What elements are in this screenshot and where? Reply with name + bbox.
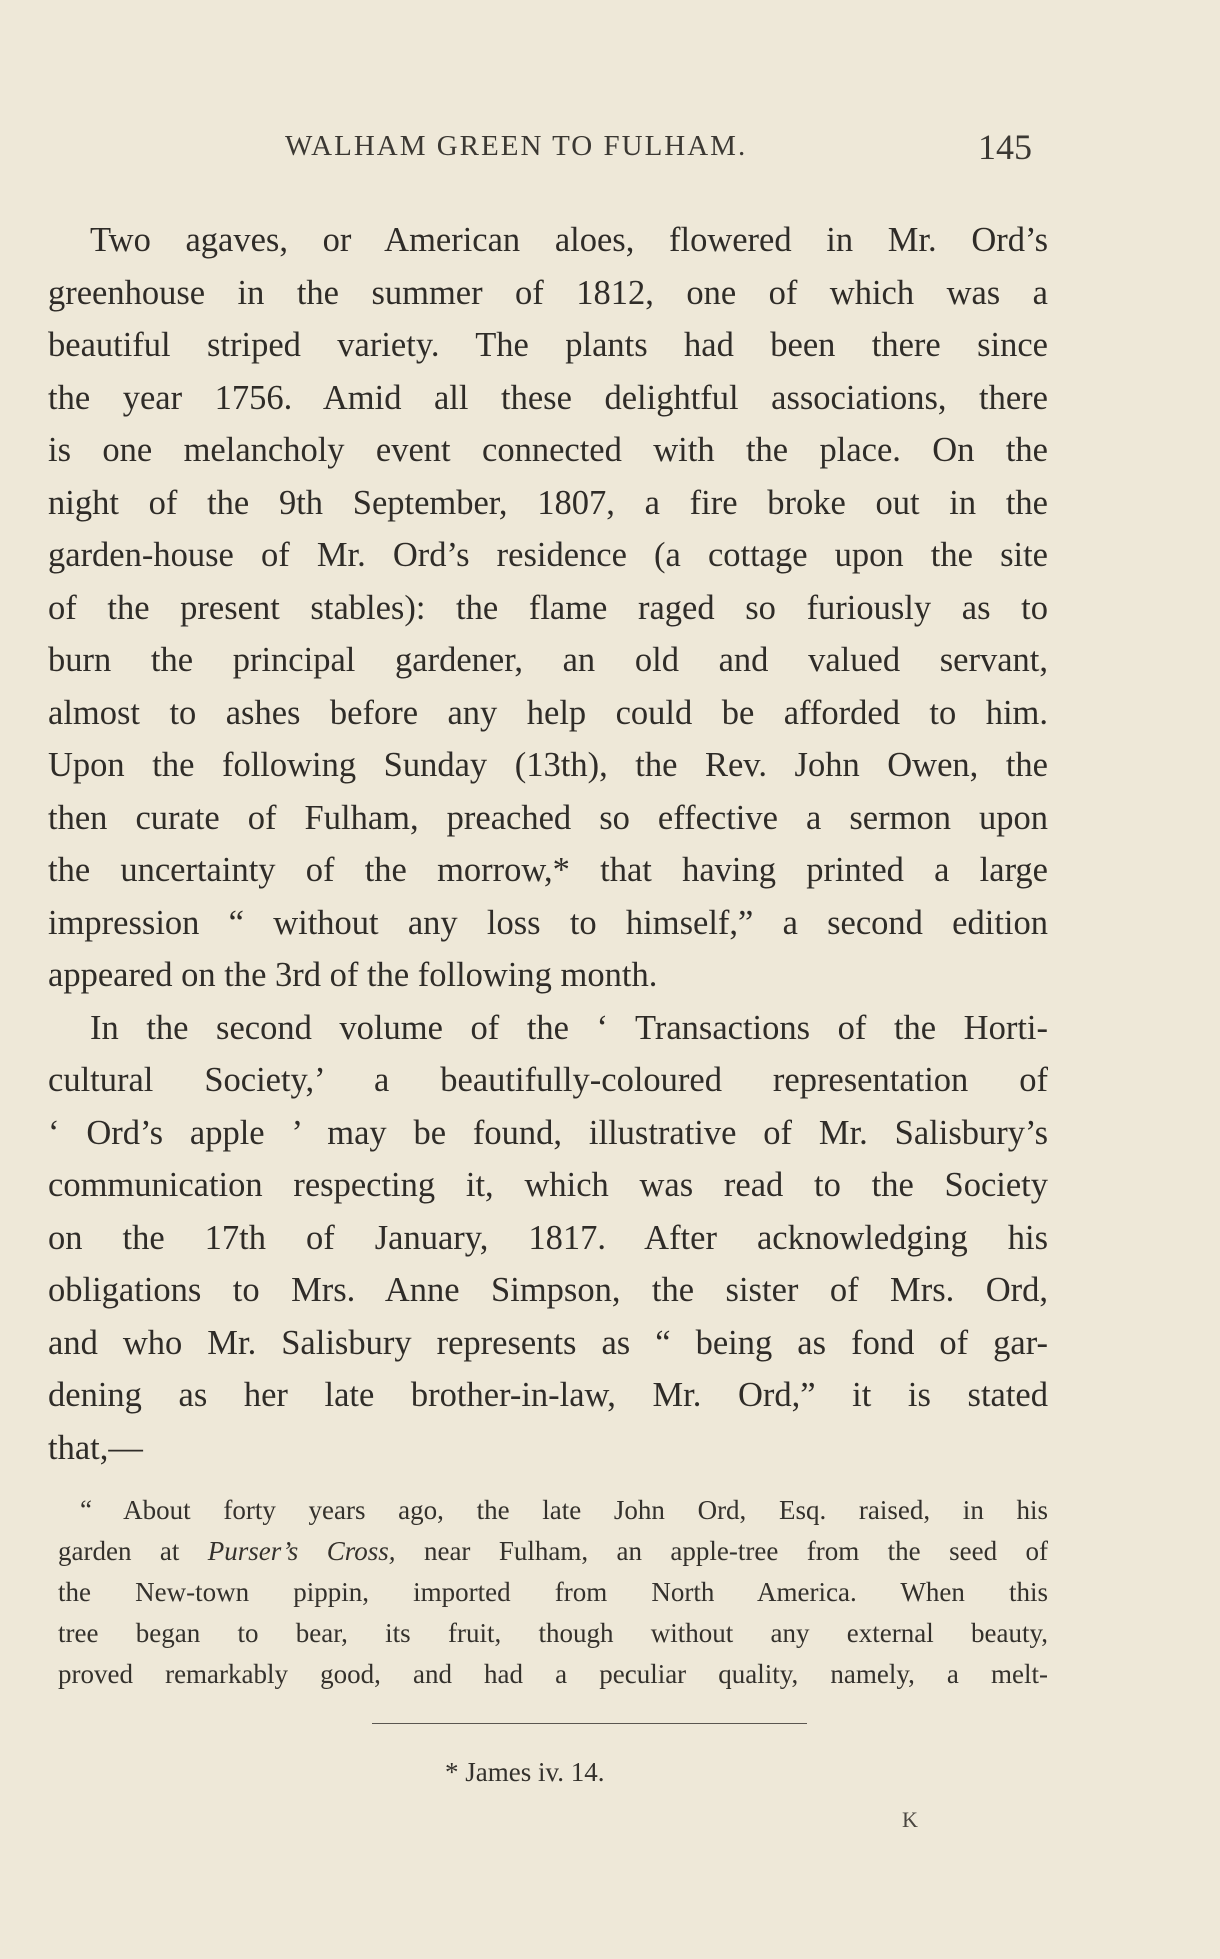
text-line: Two agaves, or American aloes, flowered in Mr. Ord’s	[90, 221, 1048, 259]
text-line: Upon the following Sunday (13th), the Rev. John Owen, the	[48, 746, 1048, 784]
text-line: then curate of Fulham, preached so effective a sermon upon	[48, 798, 1048, 837]
quote-line: proved remarkably good, and had a peculiar quality, namely, a melt-	[58, 1659, 1048, 1689]
text-line: greenhouse in the summer of 1812, one of which was a	[48, 273, 1048, 312]
page-number: 145	[978, 127, 1032, 167]
text-line: In the second volume of the ‘ Transactions of the Horti-	[90, 1008, 1048, 1047]
text-line: of the present stables): the flame raged so furiously as to	[48, 588, 1048, 627]
text-line: impression “ without any loss to himself,” a second edition	[48, 903, 1048, 942]
quote-line: “ About forty years ago, the late John Ord, Esq. raised, in his	[80, 1495, 1048, 1525]
text-line: on the 17th of January, 1817. After acknowledging his	[48, 1218, 1048, 1257]
block-quote	[58, 1490, 1048, 1695]
text-line: and who Mr. Salisbury represents as “ being as fond of gar-	[48, 1323, 1048, 1362]
text-line: night of the 9th September, 1807, a fire broke out in the	[48, 483, 1048, 522]
text-line: cultural Society,’ a beautifully-coloured representation of	[48, 1061, 1048, 1099]
text-line: communication respecting it, which was read to the Society	[48, 1166, 1048, 1204]
place-name-italic: Purser’s Cross,	[207, 1536, 396, 1566]
paragraph-2	[48, 1002, 1048, 1475]
quote-text: near Fulham, an apple-tree from the seed of	[395, 1536, 1048, 1566]
text-line: the year 1756. Amid all these delightful associations, there	[48, 378, 1048, 417]
text-line: appeared on the 3rd of the following month.	[48, 956, 658, 994]
quote-line	[58, 1531, 1048, 1572]
text-line: burn the principal gardener, an old and valued servant,	[48, 641, 1048, 679]
body-text	[48, 214, 1048, 1474]
text-line: is one melancholy event connected with the place. On the	[48, 431, 1048, 469]
paragraph-1	[48, 214, 1048, 1002]
text-line: almost to ashes before any help could be afforded to him.	[48, 693, 1048, 732]
footnote-divider	[372, 1723, 807, 1724]
text-line: that,—	[48, 1428, 143, 1467]
text-line: obligations to Mrs. Anne Simpson, the sister of Mrs. Ord,	[48, 1271, 1048, 1309]
signature-mark: K	[902, 1807, 919, 1832]
quote-text: garden at	[58, 1536, 208, 1566]
text-line: dening as her late brother-in-law, Mr. Ord,” it is stated	[48, 1376, 1048, 1414]
text-line: the uncertainty of the morrow,* that having printed a large	[48, 851, 1048, 889]
text-line: ‘ Ord’s apple ’ may be found, illustrative of Mr. Salisbury’s	[48, 1113, 1048, 1152]
quote-line: tree began to bear, its fruit, though without any external beauty,	[58, 1618, 1048, 1648]
running-head: WALHAM GREEN TO FULHAM.	[285, 130, 748, 162]
text-line: beautiful striped variety. The plants had been there since	[48, 326, 1048, 364]
quote-line: the New-town pippin, imported from North America. When this	[58, 1577, 1048, 1607]
text-line: garden-house of Mr. Ord’s residence (a cottage upon the site	[48, 536, 1048, 574]
footnote: * James iv. 14.	[445, 1757, 605, 1787]
